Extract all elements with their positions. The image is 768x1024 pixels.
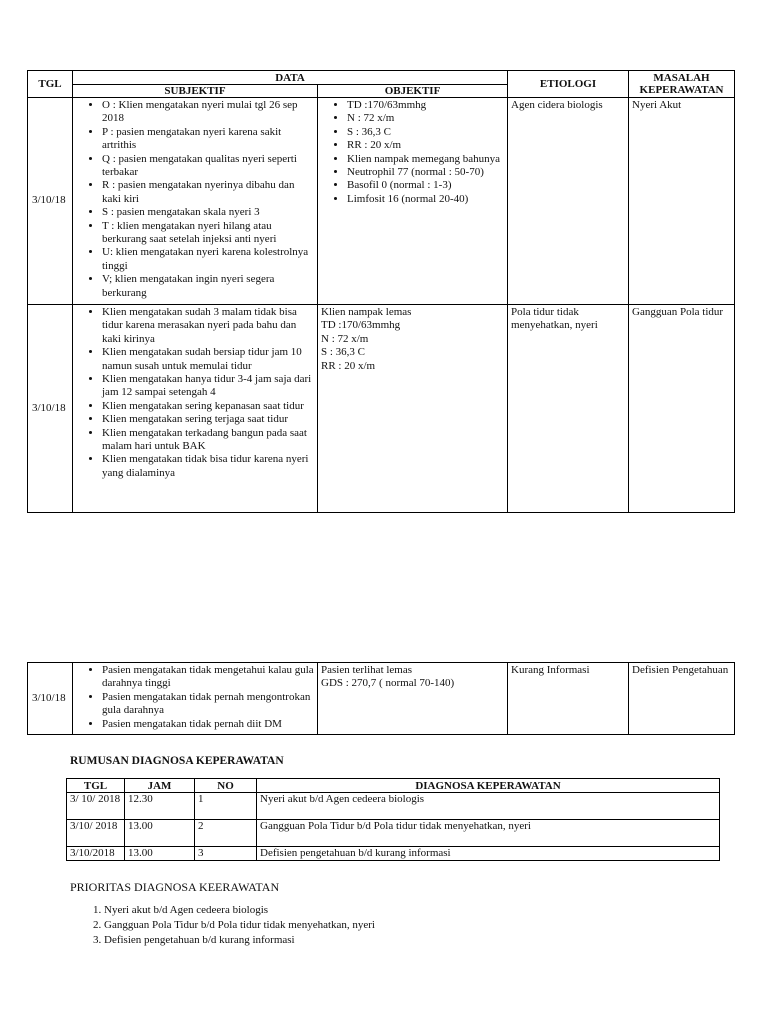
subjektif-cell — [73, 305, 318, 513]
list-item: • S : 36,3 C — [347, 126, 504, 139]
diag-tgl: 3/10/2018 — [67, 847, 125, 861]
subjektif-list — [76, 664, 314, 731]
list-item: • Pasien mengatakan tidak pernah diit DM — [102, 718, 314, 731]
text-line: N : 72 x/m — [321, 332, 369, 345]
list-item: • R : pasien mengatakan nyerinya dibahu dan kaki kiri — [102, 179, 314, 206]
text-line: Pasien terlihat lemas — [321, 664, 413, 676]
text-line: S : 36,3 C — [321, 346, 366, 359]
list-item: 1. Nyeri akut b/d Agen cedeera biologis — [104, 903, 375, 918]
diag-jam: 12.30 — [125, 793, 195, 820]
list-item: • Pasien mengatakan tidak mengetahui kalau gula darahnya tinggi — [102, 664, 314, 691]
table-row — [67, 820, 720, 847]
subjektif-list — [76, 306, 314, 480]
prioritas-title: PRIORITAS DIAGNOSA KEERAWATAN — [70, 880, 280, 894]
table-row — [28, 98, 735, 305]
list-item: • Q : pasien mengatakan qualitas nyeri seperti terbakar — [102, 153, 314, 180]
assessment-table-continued — [27, 662, 735, 735]
subjektif-cell — [73, 663, 318, 735]
list-item: • U: klien mengatakan nyeri karena kolestrolnya tinggi — [102, 246, 314, 273]
tgl-cell: 3/10/18 — [28, 305, 73, 513]
text-line: Klien nampak lemas — [321, 306, 412, 318]
header-subjektif: SUBJEKTIF — [73, 85, 318, 98]
list-item: • Klien mengatakan sudah 3 malam tidak bisa tidur karena merasakan nyeri pada bahu dan kaki kirinya — [102, 306, 314, 346]
list-item: • Klien nampak memegang bahunya — [347, 153, 504, 166]
header-data: DATA — [73, 71, 508, 85]
list-item: • Basofil 0 (normal : 1-3) — [347, 179, 504, 192]
objektif-cell — [318, 98, 508, 305]
header-etiologi: ETIOLOGI — [508, 71, 629, 98]
list-item: • Klien mengatakan sudah bersiap tidur jam 10 namun susah untuk memulai tidur — [102, 346, 314, 373]
list-item: 2. Gangguan Pola Tidur b/d Pola tidur tidak menyehatkan, nyeri — [104, 918, 375, 933]
list-item: 3. Defisien pengetahuan b/d kurang informasi — [104, 933, 375, 948]
etiologi-cell: Kurang Informasi — [508, 663, 629, 735]
table-row — [28, 663, 735, 735]
diag-jam: 13.00 — [125, 820, 195, 847]
diagnosa-title: RUMUSAN DIAGNOSA KEPERAWATAN — [70, 755, 284, 767]
table-row — [67, 793, 720, 820]
list-item: • T : klien mengatakan nyeri hilang atau berkurang saat setelah injeksi anti nyeri — [102, 220, 314, 247]
list-item: • Neutrophil 77 (normal : 50-70) — [347, 166, 504, 179]
diag-jam: 13.00 — [125, 847, 195, 861]
objektif-cell — [318, 305, 508, 513]
table-row — [28, 305, 735, 513]
subjektif-cell — [73, 98, 318, 305]
diag-tgl: 3/10/ 2018 — [67, 820, 125, 847]
list-item: • N : 72 x/m — [347, 112, 504, 125]
list-item: • O : Klien mengatakan nyeri mulai tgl 26 sep 2018 — [102, 99, 314, 126]
table-row — [67, 847, 720, 861]
masalah-cell: Defisien Pengetahuan — [629, 663, 735, 735]
diag-no: 2 — [195, 820, 257, 847]
list-item: • Klien mengatakan hanya tidur 3-4 jam saja dari jam 12 sampai setengah 4 — [102, 373, 314, 400]
list-item: • Klien mengatakan sering kepanasan saat tidur — [102, 400, 314, 413]
etiologi-cell: Agen cidera biologis — [508, 98, 629, 305]
list-item: • RR : 20 x/m — [347, 139, 504, 152]
list-item: • Pasien mengatakan tidak pernah mengontrokan gula darahnya — [102, 691, 314, 718]
assessment-table — [27, 70, 735, 513]
header-tgl: TGL — [28, 71, 73, 98]
diag-no: 3 — [195, 847, 257, 861]
diag-tgl: 3/ 10/ 2018 — [67, 793, 125, 820]
diag-text: Nyeri akut b/d Agen cedeera biologis — [257, 793, 720, 820]
diag-no: 1 — [195, 793, 257, 820]
header-objektif: OBJEKTIF — [318, 85, 508, 98]
diag-header-diagnosa: DIAGNOSA KEPERAWATAN — [257, 779, 720, 793]
objektif-list — [321, 99, 504, 206]
subjektif-list — [76, 99, 314, 300]
tgl-cell: 3/10/18 — [28, 663, 73, 735]
etiologi-cell: Pola tidur tidak menyehatkan, nyeri — [508, 305, 629, 513]
diag-header-jam: JAM — [125, 779, 195, 793]
diag-header-no: NO — [195, 779, 257, 793]
list-item: • V; klien mengatakan ingin nyeri segera berkurang — [102, 273, 314, 300]
diag-header-tgl: TGL — [67, 779, 125, 793]
masalah-cell: Gangguan Pola tidur — [629, 305, 735, 513]
diag-text: Gangguan Pola Tidur b/d Pola tidur tidak menyehatkan, nyeri — [257, 820, 720, 847]
text-line: RR : 20 x/m — [321, 359, 376, 372]
list-item: • Klien mengatakan sering terjaga saat tidur — [102, 413, 314, 426]
list-item: • S : pasien mengatakan skala nyeri 3 — [102, 206, 314, 219]
list-item: • P : pasien mengatakan nyeri karena sakit artrithis — [102, 126, 314, 153]
list-item: • Limfosit 16 (normal 20-40) — [347, 193, 504, 206]
prioritas-list — [78, 903, 375, 948]
list-item: • Klien mengatakan tidak bisa tidur karena nyeri yang dialaminya — [102, 453, 314, 480]
objektif-cell — [318, 663, 508, 735]
diagnosa-table — [66, 778, 720, 861]
header-masalah: MASALAH KEPERAWATAN — [629, 71, 735, 98]
list-item: • TD :170/63mmhg — [347, 99, 504, 112]
list-item: • Klien mengatakan terkadang bangun pada saat malam hari untuk BAK — [102, 427, 314, 454]
masalah-cell: Nyeri Akut — [629, 98, 735, 305]
tgl-cell: 3/10/18 — [28, 98, 73, 305]
text-line: GDS : 270,7 ( normal 70-140) — [321, 677, 455, 690]
text-line: TD :170/63mmhg — [321, 319, 401, 332]
diag-text: Defisien pengetahuan b/d kurang informasi — [257, 847, 720, 861]
